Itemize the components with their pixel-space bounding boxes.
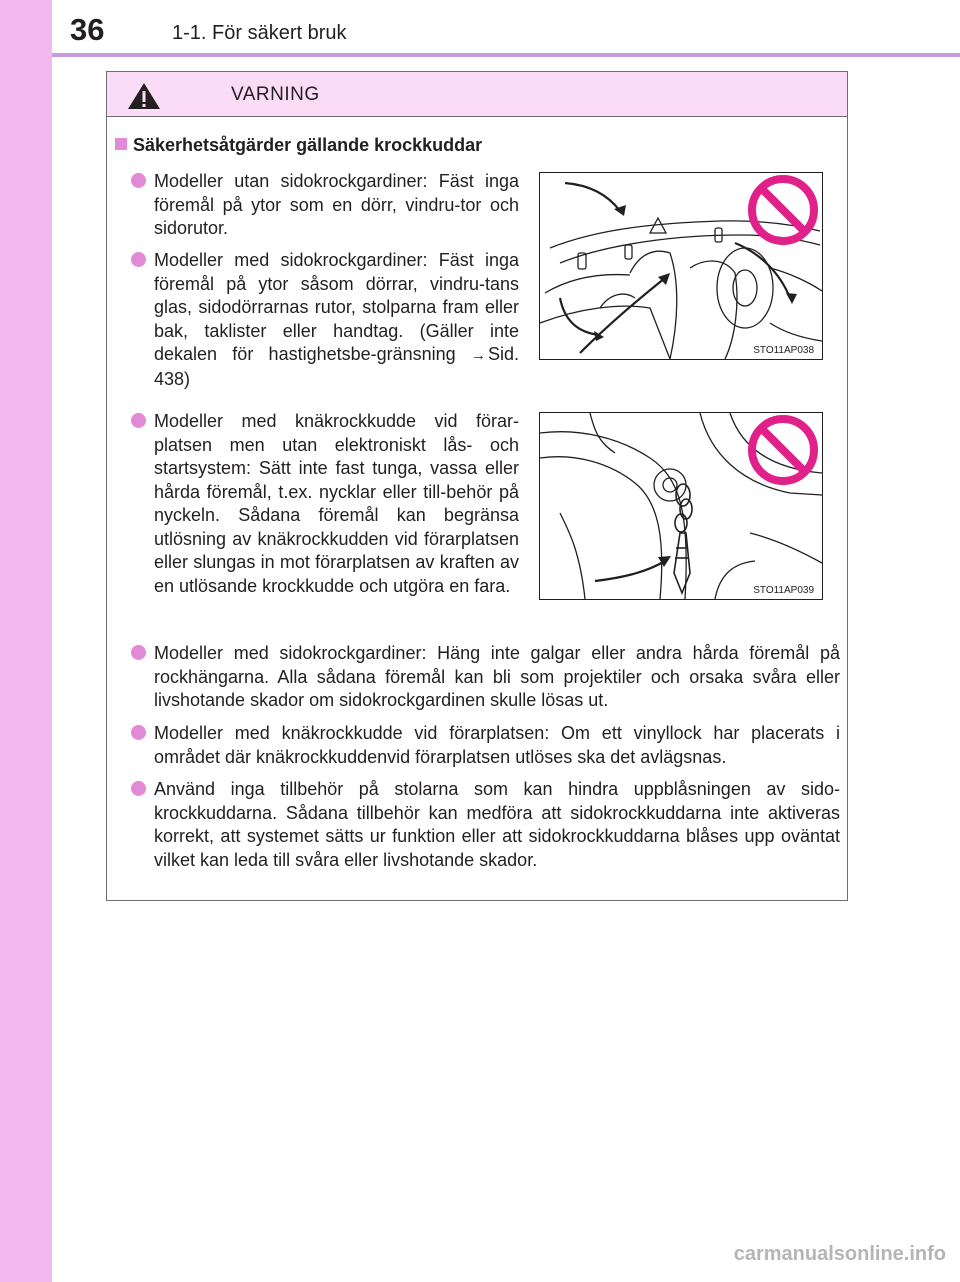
warning-item: Använd inga tillbehör på stolarna som kan hindra uppblåsningen av sido-krockkuddarna. Sådana tillbehör kan medföra att sidokrockkuddarna inte aktiveras korrekt, att systemet sätts ur funktion eller att sidokrockkuddarna blåses upp oväntat vilket kan leda till svåra eller livshotande skador. [154,778,840,872]
chapter-title: 1-1. För säkert bruk [172,22,347,44]
arrow-right-icon: → [470,347,486,364]
prohibition-sign-icon [752,419,814,481]
warning-header [107,72,847,117]
section-title: Säkerhetsåtgärder gällande krockkuddar [115,135,482,156]
figure-code: STO11AP039 [753,585,814,596]
warning-label: VARNING [231,84,320,105]
bullet-icon [131,781,146,796]
warning-triangle-icon [127,82,161,110]
bullet-icon [131,645,146,660]
bullet-icon [131,252,146,267]
warning-box [106,71,848,901]
bullet-icon [131,413,146,428]
warning-item: Modeller med knäkrockkudde vid förarplatsen: Om ett vinyllock har placerats i området där knäkrockkuddenvid förarplatsen utlöses ska det avlägsnas. [154,722,840,769]
watermark: carmanualsonline.info [733,1243,946,1265]
warning-item: Modeller med sidokrockgardiner: Häng inte galgar eller andra hårda föremål på rockhängarna. Alla sådana föremål kan bli som projektiler och orsaka svåra eller livshotande skador om sidokrockgardinen skulle lösas ut. [154,642,840,713]
page-number: 36 [70,12,105,47]
warning-item: Modeller utan sidokrockgardiner: Fäst inga föremål på ytor som en dörr, vindru-tor och sidorutor. [154,170,519,241]
warning-item: Modeller med sidokrockgardiner: Fäst inga föremål på ytor såsom dörrar, vindru-tans glas, sidodörrarnas rutor, stolparna fram eller bak, taklister eller handtag. (Gäller inte dekalen för hastighetsbe-gränsning → Sid. 438) [154,249,519,391]
header-rule [52,53,960,57]
figure-car-interior [539,172,823,360]
warning-item: Modeller med knäkrockkudde vid förar-platsen men utan elektroniskt lås- och startsystem: Sätt inte fast tunga, vassa eller hårda föremål, t.ex. nycklar eller till-behör på nyckeln. Sådana föremål kan begränsa utlösning av knäkrockkudden vid förarplatsen eller slungas in mot förarplatsen av kraften av en utlösande krockkudde och utgöra en fara. [154,410,519,598]
page-reference-link[interactable]: Sid. 438) [154,344,519,389]
prohibition-sign-icon [752,179,814,241]
car-interior-illustration [540,173,822,359]
bullet-icon [131,725,146,740]
section-square-icon [115,138,127,150]
bullet-icon [131,173,146,188]
ignition-key-illustration [540,413,822,599]
figure-code: STO11AP038 [753,345,814,356]
chapter-side-tab [0,0,52,1282]
figure-ignition-key [539,412,823,600]
